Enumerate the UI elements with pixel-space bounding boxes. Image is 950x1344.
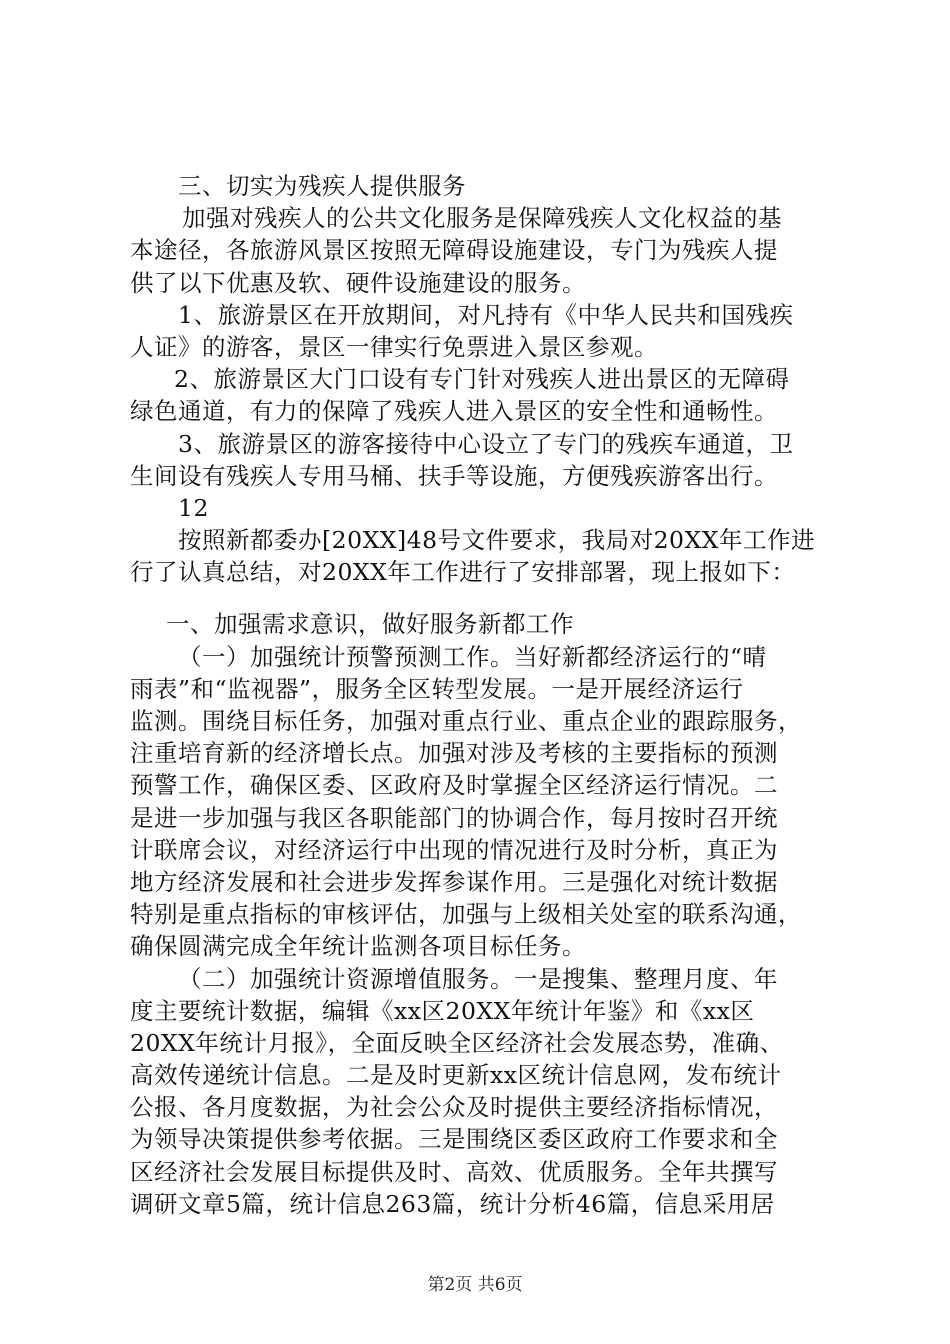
paragraph-line: 预警工作，确保区委、区政府及时掌握全区经济运行情况。二 [130,771,778,800]
paragraph-line: 监测。围绕目标任务，加强对重点行业、重点企业的跟踪服务， [130,707,802,735]
body-text [130,170,830,1220]
paragraph-line: 注重培育新的经济增长点。加强对涉及考核的主要指标的预测 [130,739,778,768]
paragraph-line: 计联席会议，对经济运行中出现的情况进行及时分析，真正为 [130,835,778,864]
paragraph-line: 3、旅游景区的游客接待中心设立了专门的残疾车通道，卫 [178,429,794,458]
paragraph-line: 1、旅游景区在开放期间，对凡持有《中华人民共和国残疾 [178,300,794,329]
paragraph-line: 地方经济发展和社会进步发挥参谋作用。三是强化对统计数据 [130,867,778,896]
paragraph-line: 人证》的游客，景区一律实行免票进入景区参观。 [130,332,658,361]
paragraph-line: 是进一步加强与我区各职能部门的协调合作，每月按时召开统 [130,803,778,832]
paragraph-line: 度主要统计数据，编辑《xx区20XX年统计年鉴》和《xx区 [130,996,755,1025]
section-heading: 一、加强需求意识，做好服务新都工作 [166,610,574,639]
paragraph-line: 特别是重点指标的审核评估，加强与上级相关处室的联系沟通， [130,900,802,929]
paragraph-line: 绿色通道，有力的保障了残疾人进入景区的安全性和通畅性。 [130,397,778,426]
paragraph-line: 供了以下优惠及软、硬件设施建设的服务。 [130,268,586,297]
page-footer: 第2页 共6页 [427,1275,523,1295]
paragraph-line: 调研文章5篇，统计信息263篇，统计分析46篇，信息采用居 [130,1189,775,1218]
paragraph-line: 雨表”和“监视器”，服务全区转型发展。一是开展经济运行 [130,674,744,703]
paragraph-line: 为领导决策提供参考依据。三是围绕区委区政府工作要求和全 [130,1125,778,1154]
paragraph-line: （二）加强统计资源增值服务。一是搜集、整理月度、年 [178,964,778,993]
paragraph-line: 加强对残疾人的公共文化服务是保障残疾人文化权益的基 [182,204,782,233]
paragraph-line: 行了认真总结，对20XX年工作进行了安排部署，现上报如下： [130,558,796,587]
paragraph-line: （一）加强统计预警预测工作。当好新都经济运行的“晴 [178,642,767,671]
paragraph-line: 12 [178,493,209,522]
paragraph-line: 按照新都委办[20XX]48号文件要求，我局对20XX年工作进 [178,526,815,555]
paragraph-line: 本途径，各旅游风景区按照无障碍设施建设，专门为残疾人提 [130,236,778,265]
paragraph-line: 2、旅游景区大门口设有专门针对残疾人进出景区的无障碍 [174,365,790,394]
paragraph-line: 公报、各月度数据，为社会公众及时提供主要经济指标情况， [130,1093,778,1122]
paragraph-line: 区经济社会发展目标提供及时、高效、优质服务。全年共撰写 [130,1157,778,1186]
section-heading: 三、切实为残疾人提供服务 [178,172,466,200]
paragraph-line: 生间设有残疾人专用马桶、扶手等设施，方便残疾游客出行。 [130,461,778,490]
blank-line [130,588,830,608]
paragraph-line: 确保圆满完成全年统计监测各项目标任务。 [130,932,586,961]
paragraph-line: 高效传递统计信息。二是及时更新xx区统计信息网，发布统计 [130,1061,782,1090]
paragraph-line: 20XX年统计月报》，全面反映全区经济社会发展态势，准确、 [130,1028,784,1057]
